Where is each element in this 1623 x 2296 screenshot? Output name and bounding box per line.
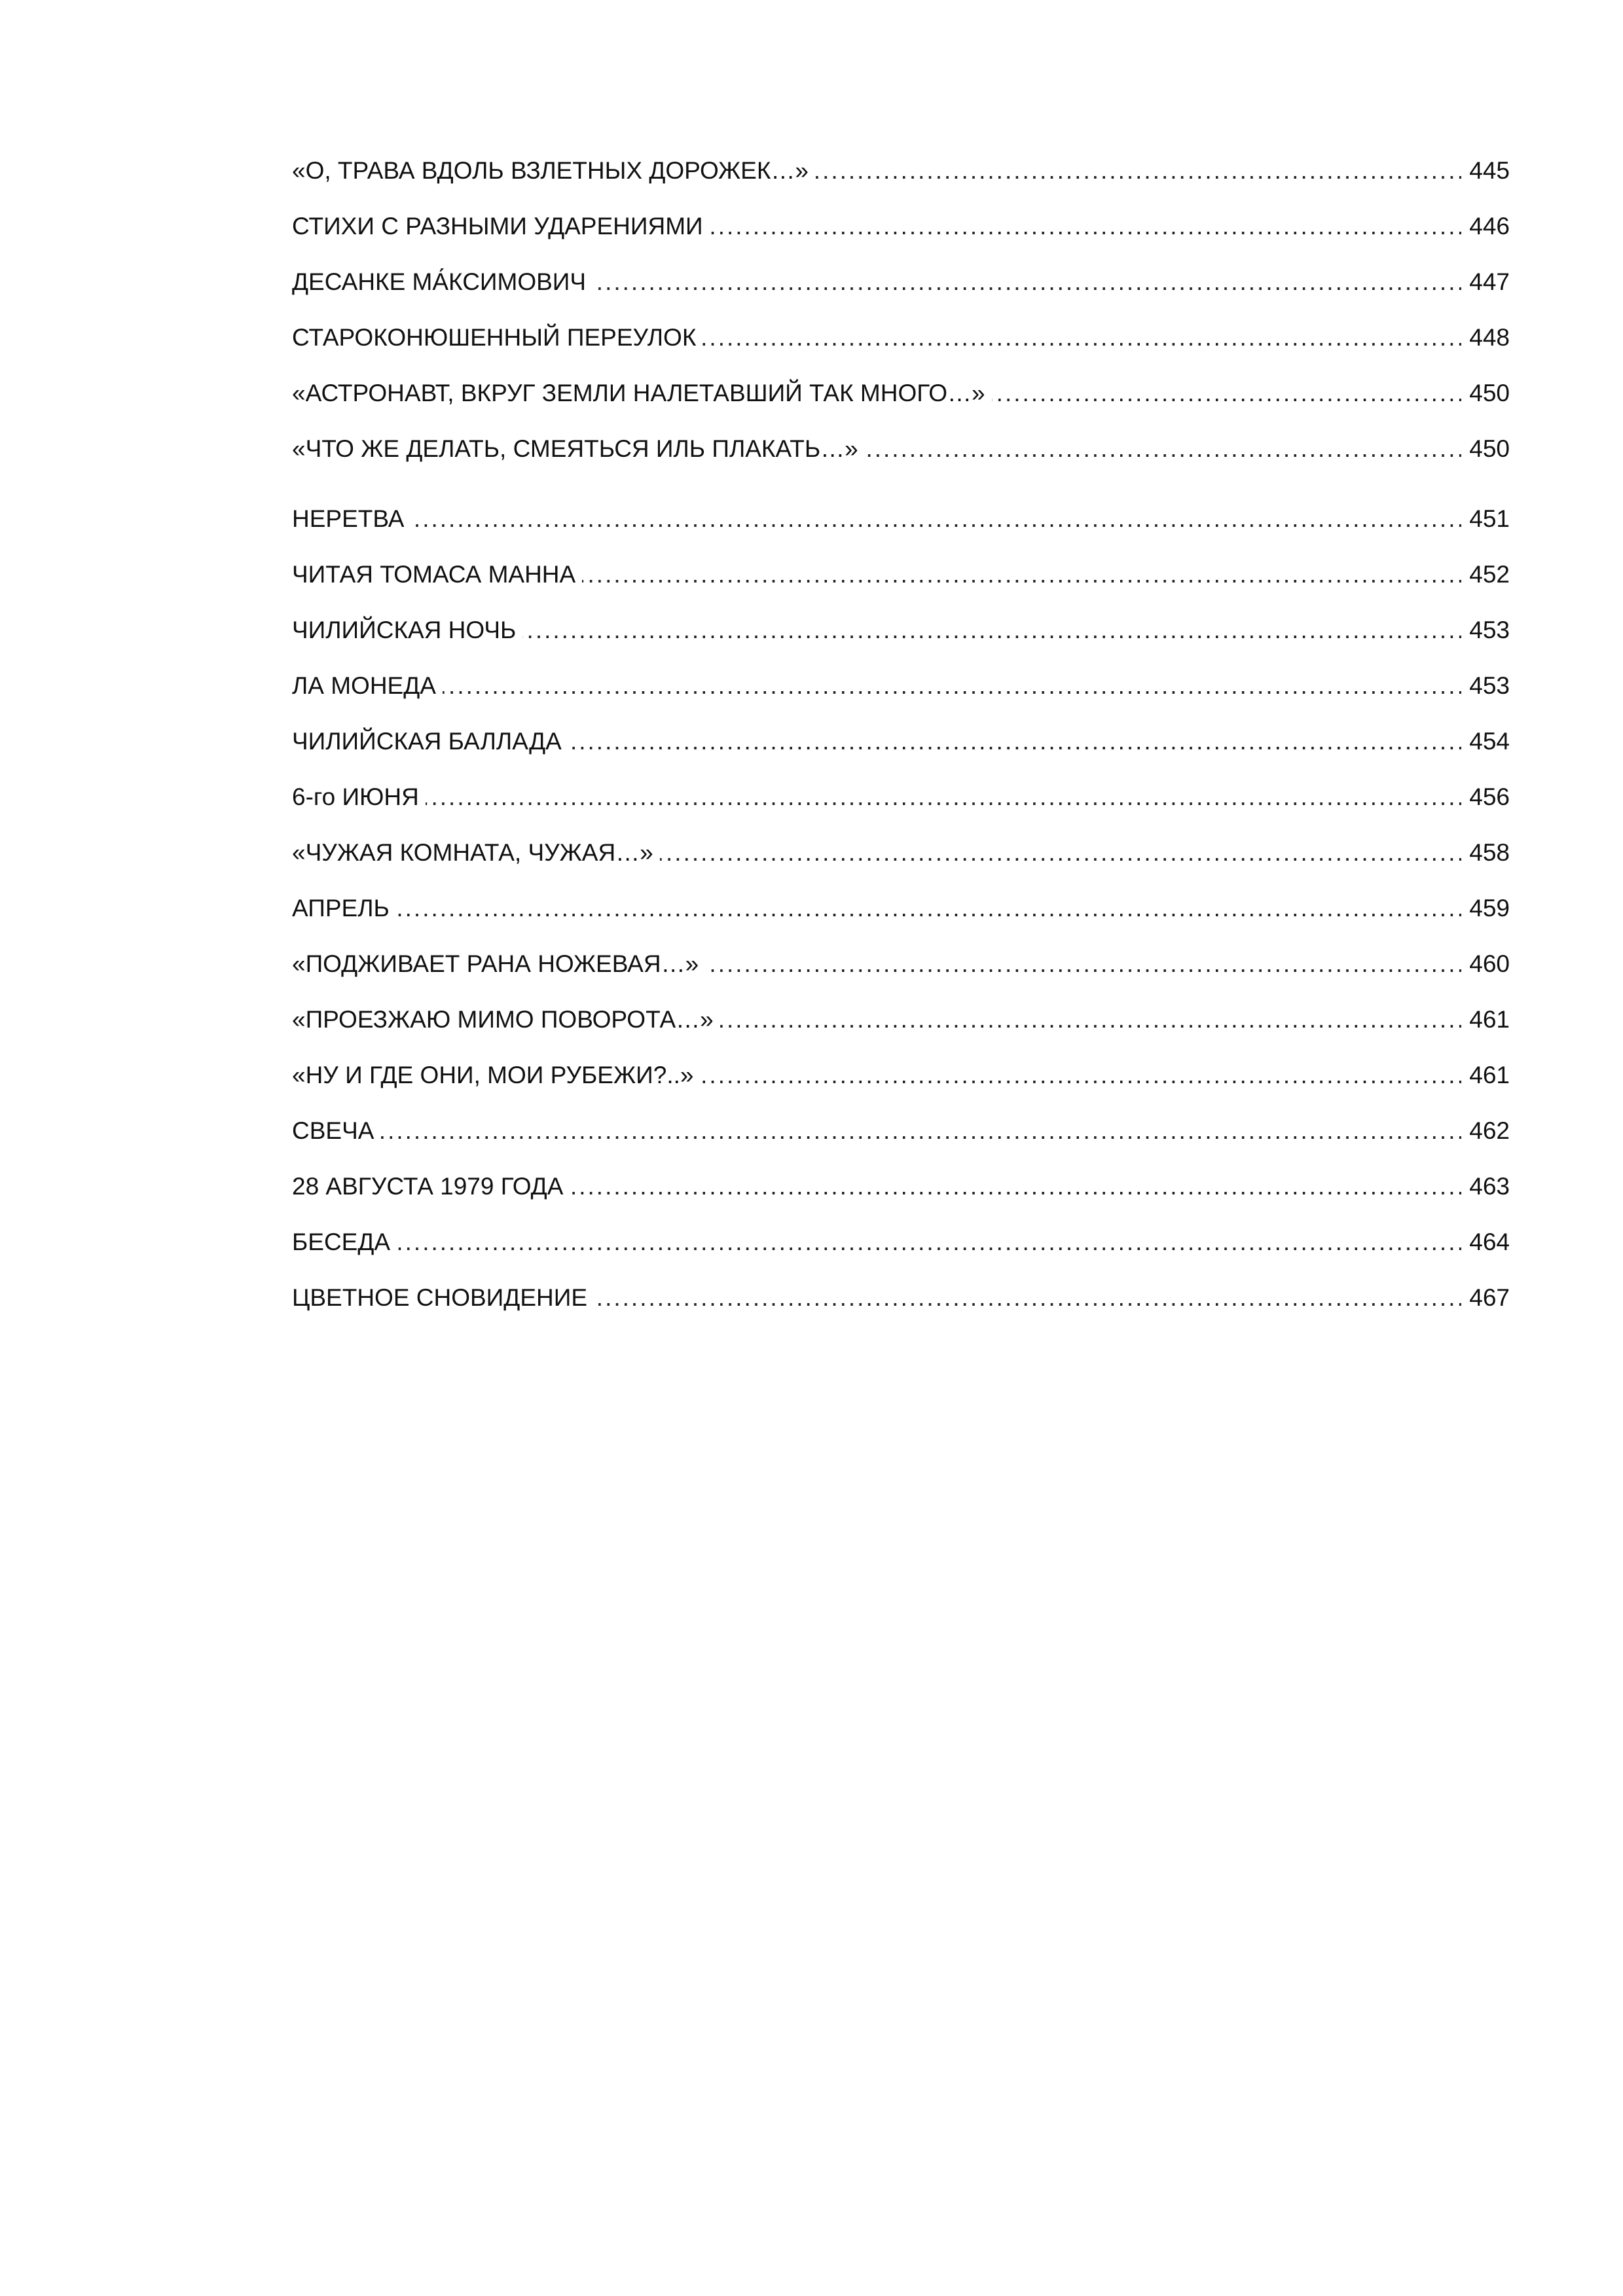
toc-entry-title: «АСТРОНАВТ, ВКРУГ ЗЕМЛИ НАЛЕТАВШИЙ ТАК МНОГО…» bbox=[292, 378, 992, 408]
dot-leader bbox=[292, 893, 1510, 924]
toc-entry-page: 447 bbox=[1461, 267, 1510, 297]
toc-entry-page: 450 bbox=[1461, 434, 1510, 464]
toc-entry[interactable] bbox=[292, 1283, 1510, 1338]
toc-entry-title: АПРЕЛЬ bbox=[292, 893, 396, 924]
toc-entry-title: СТИХИ С РАЗНЫМИ УДАРЕНИЯМИ bbox=[292, 211, 710, 242]
toc-entry-page: 452 bbox=[1461, 560, 1510, 590]
toc-entry-title: СТАРОКОНЮШЕННЫЙ ПЕРЕУЛОК bbox=[292, 323, 702, 353]
toc-entry-title: ДЕСАНКЕ МА́КСИМОВИЧ bbox=[292, 267, 593, 297]
toc-entry[interactable] bbox=[292, 838, 1510, 893]
toc-entry-page: 464 bbox=[1461, 1227, 1510, 1257]
toc-entry-page: 446 bbox=[1461, 211, 1510, 242]
toc-entry-title: «ЧУЖАЯ КОМНАТА, ЧУЖАЯ…» bbox=[292, 838, 660, 868]
toc-entry-title: 28 АВГУСТА 1979 ГОДА bbox=[292, 1172, 570, 1202]
toc-entry-page: 454 bbox=[1461, 726, 1510, 757]
toc-entry-page: 453 bbox=[1461, 671, 1510, 701]
toc-entry-page: 458 bbox=[1461, 838, 1510, 868]
toc-entry[interactable] bbox=[292, 560, 1510, 615]
toc-entry[interactable] bbox=[292, 1005, 1510, 1060]
toc-entry-title: «ПОДЖИВАЕТ РАНА НОЖЕВАЯ…» bbox=[292, 949, 705, 979]
toc-entry-page: 461 bbox=[1461, 1060, 1510, 1090]
toc-entry-page: 462 bbox=[1461, 1116, 1510, 1146]
toc-entry-title: «НУ И ГДЕ ОНИ, МОИ РУБЕЖИ?..» bbox=[292, 1060, 700, 1090]
toc-entry-title: НЕРЕТВА bbox=[292, 504, 411, 534]
dot-leader bbox=[292, 671, 1510, 701]
toc-entry[interactable] bbox=[292, 211, 1510, 267]
toc-entry-title: 6-го ИЮНЯ bbox=[292, 782, 426, 812]
toc-entry-title: ЧИТАЯ ТОМАСА МАННА bbox=[292, 560, 582, 590]
toc-entry-title: «ПРОЕЗЖАЮ МИМО ПОВОРОТА…» bbox=[292, 1005, 720, 1035]
toc-entry[interactable] bbox=[292, 1060, 1510, 1116]
toc-entry[interactable] bbox=[292, 504, 1510, 560]
toc-entry[interactable] bbox=[292, 323, 1510, 378]
dot-leader bbox=[292, 1116, 1510, 1146]
toc-entry-page: 456 bbox=[1461, 782, 1510, 812]
toc-entry-page: 467 bbox=[1461, 1283, 1510, 1313]
toc-entry-title: БЕСЕДА bbox=[292, 1227, 397, 1257]
toc-entry-page: 448 bbox=[1461, 323, 1510, 353]
toc-entry-title: ЧИЛИЙСКАЯ НОЧЬ bbox=[292, 615, 522, 645]
toc-entry-page: 451 bbox=[1461, 504, 1510, 534]
toc-entry[interactable] bbox=[292, 782, 1510, 838]
dot-leader bbox=[292, 1227, 1510, 1257]
toc-entry[interactable] bbox=[292, 726, 1510, 782]
toc-entry-title: ЦВЕТНОЕ СНОВИДЕНИЕ bbox=[292, 1283, 594, 1313]
toc-entry-title: «ЧТО ЖЕ ДЕЛАТЬ, СМЕЯТЬСЯ ИЛЬ ПЛАКАТЬ…» bbox=[292, 434, 865, 464]
toc-entry-page: 445 bbox=[1461, 156, 1510, 186]
toc-entry[interactable] bbox=[292, 267, 1510, 323]
toc-entry[interactable] bbox=[292, 893, 1510, 949]
toc-entry[interactable] bbox=[292, 949, 1510, 1005]
toc-entry[interactable] bbox=[292, 1227, 1510, 1283]
toc-entry-page: 453 bbox=[1461, 615, 1510, 645]
dot-leader bbox=[292, 782, 1510, 812]
toc-entry-title: ЛА МОНЕДА bbox=[292, 671, 443, 701]
toc-entry[interactable] bbox=[292, 378, 1510, 434]
toc-entry[interactable] bbox=[292, 615, 1510, 671]
toc-entry-title: «О, ТРАВА ВДОЛЬ ВЗЛЕТНЫХ ДОРОЖЕК…» bbox=[292, 156, 815, 186]
dot-leader bbox=[292, 504, 1510, 534]
toc-entry-page: 463 bbox=[1461, 1172, 1510, 1202]
toc-entry[interactable] bbox=[292, 156, 1510, 211]
table-of-contents bbox=[292, 156, 1510, 1338]
toc-entry[interactable] bbox=[292, 671, 1510, 726]
toc-entry[interactable] bbox=[292, 434, 1510, 490]
toc-entry-page: 459 bbox=[1461, 893, 1510, 924]
toc-entry[interactable] bbox=[292, 1116, 1510, 1172]
toc-entry-page: 450 bbox=[1461, 378, 1510, 408]
toc-entry[interactable] bbox=[292, 1172, 1510, 1227]
toc-entry-page: 460 bbox=[1461, 949, 1510, 979]
toc-entry-title: ЧИЛИЙСКАЯ БАЛЛАДА bbox=[292, 726, 568, 757]
toc-entry-page: 461 bbox=[1461, 1005, 1510, 1035]
toc-entry-title: СВЕЧА bbox=[292, 1116, 380, 1146]
